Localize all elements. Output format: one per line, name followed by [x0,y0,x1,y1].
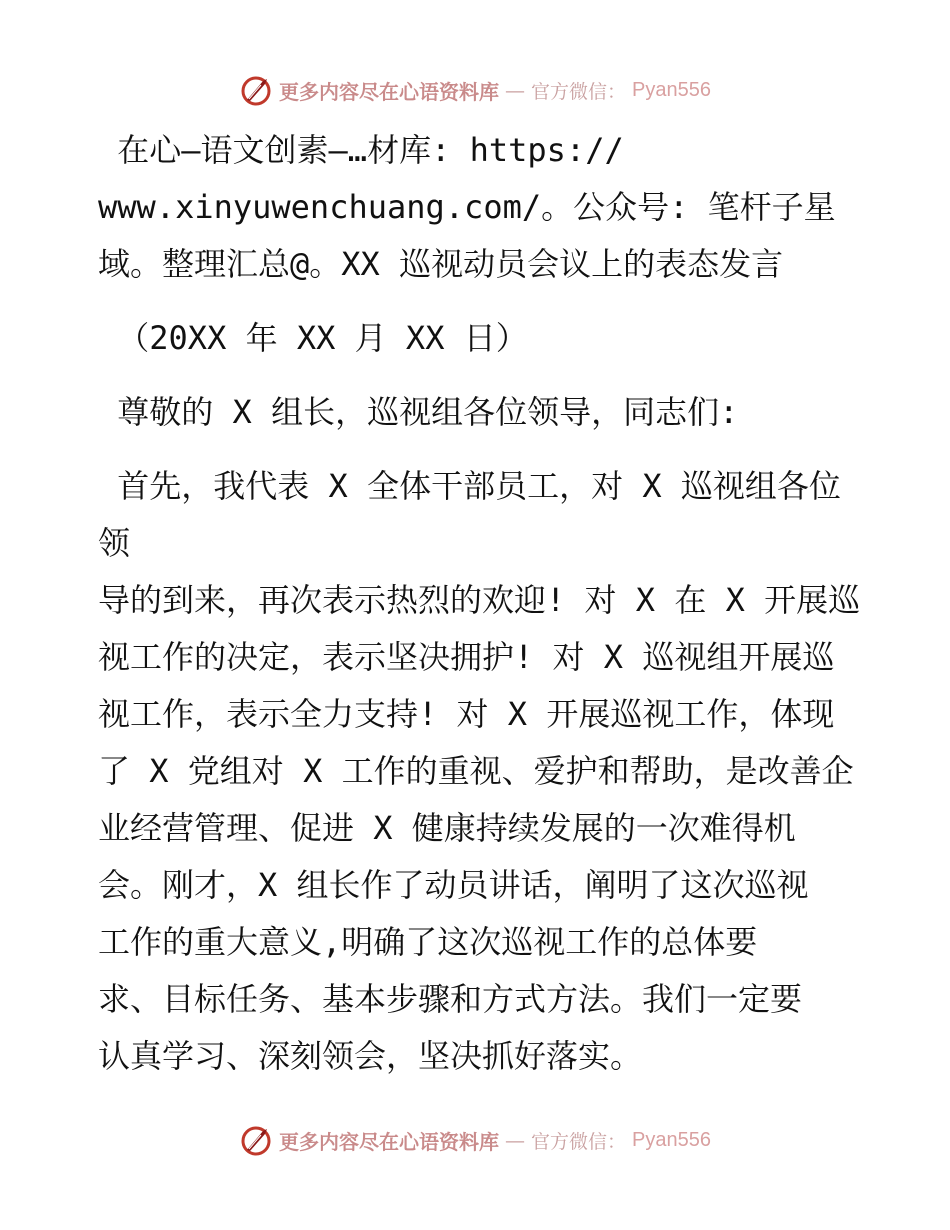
footer-banner [0,1120,950,1160]
body-line-3: 域。整理汇总@。XX 巡视动员会议上的表态发言 [98,245,784,283]
body-line-10: 了 X 党组对 X 工作的重视、爱护和帮助，是改善企 [98,752,854,790]
body-line-2: www.xinyuwenchuang.com/。公众号: 笔杆子星 [98,188,836,226]
body-line-1: 在心—语文创素—…材库: https:// [98,131,624,169]
salutation-line: 尊敬的 X 组长，巡视组各位领导，同志们: [98,393,739,431]
body-line-14: 求、目标任务、基本步骤和方式方法。我们一定要 [98,980,803,1018]
header-banner-group [239,73,711,107]
date-line: （20XX 年 XX 月 XX 日） [98,319,528,357]
body-line-12: 会。刚才，X 组长作了动员讲话，阐明了这次巡视 [98,866,809,904]
quill-pen-logo-icon [239,73,273,107]
body-line-6: 首先，我代表 X 全体干部员工，对 X 巡视组各位领 [98,467,841,562]
body-line-11: 业经营管理、促进 X 健康持续发展的一次难得机 [98,809,796,847]
header-banner-sub-text: 官方微信： [531,80,627,103]
header-banner [0,70,950,110]
footer-banner-main-text: 更多内容尽在心语资料库 [279,1129,499,1154]
body-line-8: 视工作的决定，表示坚决拥护! 对 X 巡视组开展巡 [98,638,835,676]
quill-pen-logo-icon [239,1123,273,1157]
document-body [98,122,868,1085]
body-line-7: 导的到来，再次表示热烈的欢迎! 对 X 在 X 开展巡 [98,581,861,619]
body-line-13: 工作的重大意义,明确了这次巡视工作的总体要 [98,923,758,961]
footer-banner-wechat-id: Pyan556 [632,1128,711,1151]
header-banner-wechat-id: Pyan556 [632,78,711,101]
body-line-15: 认真学习、深刻领会，坚决抓好落实。 [98,1037,643,1075]
footer-banner-group [239,1123,711,1157]
header-banner-main-text: 更多内容尽在心语资料库 [279,79,499,104]
footer-banner-sub-text: 官方微信： [531,1130,627,1153]
footer-banner-separator: — [505,1128,525,1152]
body-line-9: 视工作，表示全力支持! 对 X 开展巡视工作，体现 [98,695,835,733]
header-banner-separator: — [505,78,525,102]
